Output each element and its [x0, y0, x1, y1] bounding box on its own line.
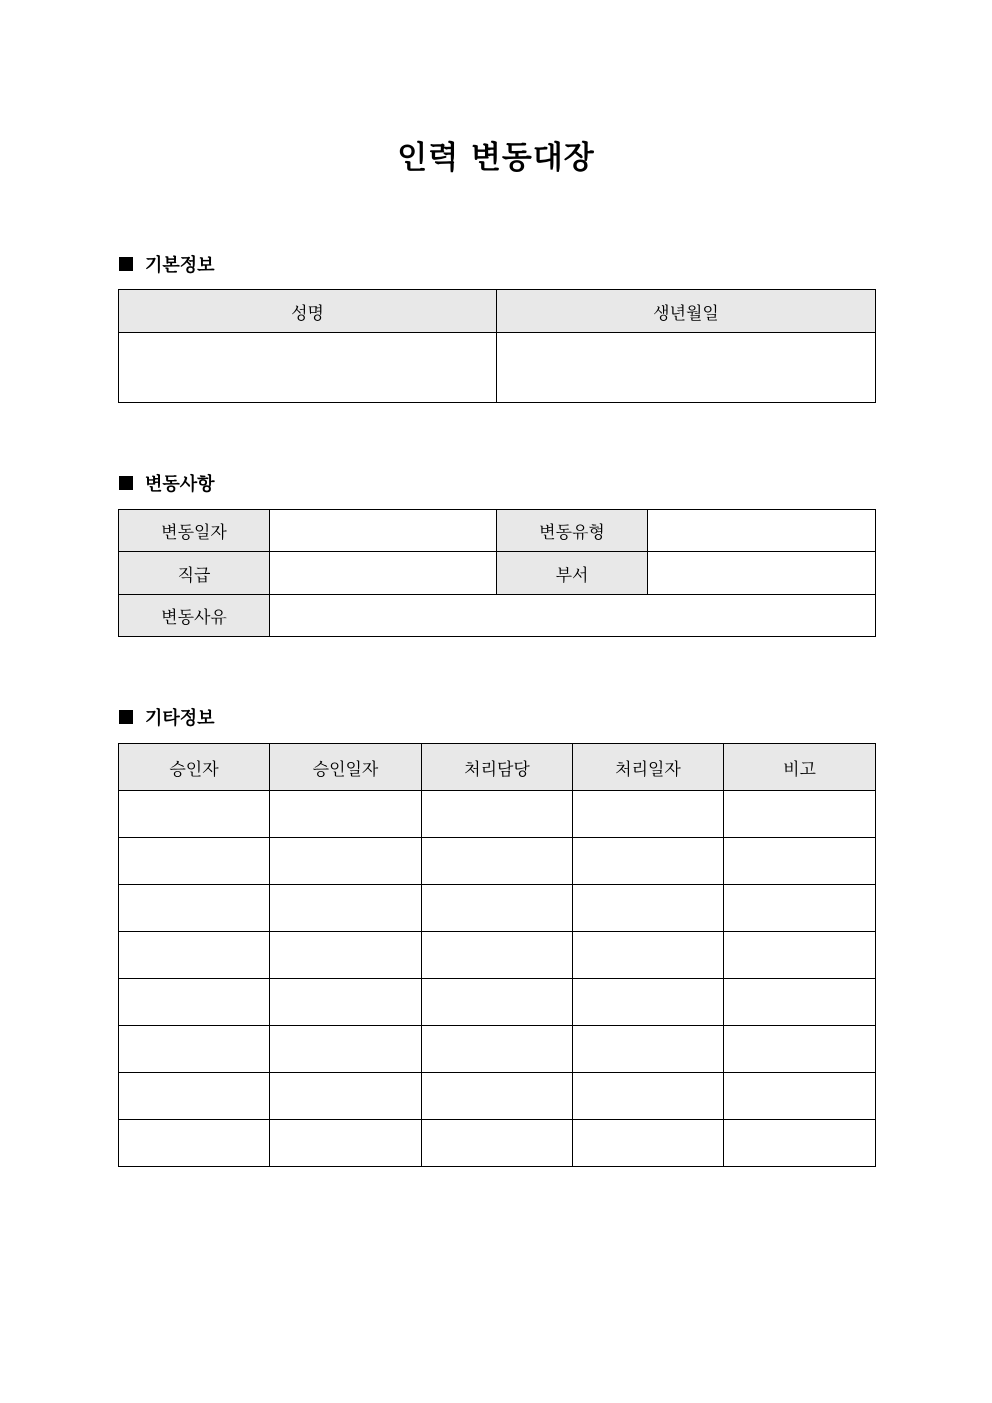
- table-row: [119, 1073, 876, 1120]
- position-field[interactable]: [270, 552, 497, 595]
- processing-date-cell[interactable]: [573, 1026, 724, 1073]
- header-birthdate: 생년월일: [497, 290, 876, 333]
- handler-cell[interactable]: [422, 1073, 573, 1120]
- handler-cell[interactable]: [422, 838, 573, 885]
- approver-cell[interactable]: [119, 838, 270, 885]
- approver-cell[interactable]: [119, 979, 270, 1026]
- name-field[interactable]: [119, 333, 497, 403]
- table-row: [119, 932, 876, 979]
- label-change-type: 변동유형: [497, 510, 648, 552]
- label-change-date: 변동일자: [119, 510, 270, 552]
- other-info-table: [118, 743, 876, 1167]
- department-field[interactable]: [648, 552, 876, 595]
- document-title: 인력 변동대장: [397, 140, 595, 176]
- remarks-cell[interactable]: [724, 932, 876, 979]
- header-name: 성명: [119, 290, 497, 333]
- section-changes-heading: [119, 471, 215, 495]
- approval-date-cell[interactable]: [270, 885, 422, 932]
- header-approver: 승인자: [119, 744, 270, 791]
- square-bullet-icon: [119, 257, 133, 271]
- label-department: 부서: [497, 552, 648, 595]
- approver-cell[interactable]: [119, 1026, 270, 1073]
- remarks-cell[interactable]: [724, 1073, 876, 1120]
- handler-cell[interactable]: [422, 1026, 573, 1073]
- square-bullet-icon: [119, 476, 133, 490]
- remarks-cell[interactable]: [724, 885, 876, 932]
- header-approval-date: 승인일자: [270, 744, 422, 791]
- approval-date-cell[interactable]: [270, 1120, 422, 1167]
- label-reason: 변동사유: [119, 595, 270, 637]
- approver-cell[interactable]: [119, 1073, 270, 1120]
- section-title: 변동사항: [145, 474, 215, 495]
- reason-field[interactable]: [270, 595, 876, 637]
- processing-date-cell[interactable]: [573, 1120, 724, 1167]
- approval-date-cell[interactable]: [270, 1026, 422, 1073]
- table-row: [119, 885, 876, 932]
- square-bullet-icon: [119, 710, 133, 724]
- table-row: [119, 979, 876, 1026]
- section-title: 기본정보: [145, 255, 215, 276]
- remarks-cell[interactable]: [724, 791, 876, 838]
- processing-date-cell[interactable]: [573, 932, 724, 979]
- remarks-cell[interactable]: [724, 1026, 876, 1073]
- approval-date-cell[interactable]: [270, 932, 422, 979]
- table-row: [119, 1026, 876, 1073]
- approver-cell[interactable]: [119, 885, 270, 932]
- remarks-cell[interactable]: [724, 838, 876, 885]
- remarks-cell[interactable]: [724, 979, 876, 1026]
- changes-table: [118, 509, 876, 637]
- section-title: 기타정보: [145, 708, 215, 729]
- basic-info-table: [118, 289, 876, 403]
- approval-date-cell[interactable]: [270, 838, 422, 885]
- processing-date-cell[interactable]: [573, 791, 724, 838]
- approver-cell[interactable]: [119, 1120, 270, 1167]
- approval-date-cell[interactable]: [270, 1073, 422, 1120]
- other-info-body: [119, 791, 876, 1167]
- approver-cell[interactable]: [119, 932, 270, 979]
- handler-cell[interactable]: [422, 791, 573, 838]
- section-basic-info-heading: [119, 252, 215, 276]
- remarks-cell[interactable]: [724, 1120, 876, 1167]
- table-row: [119, 838, 876, 885]
- change-type-field[interactable]: [648, 510, 876, 552]
- label-position: 직급: [119, 552, 270, 595]
- processing-date-cell[interactable]: [573, 885, 724, 932]
- processing-date-cell[interactable]: [573, 838, 724, 885]
- handler-cell[interactable]: [422, 979, 573, 1026]
- handler-cell[interactable]: [422, 1120, 573, 1167]
- birthdate-field[interactable]: [497, 333, 876, 403]
- processing-date-cell[interactable]: [573, 979, 724, 1026]
- approval-date-cell[interactable]: [270, 979, 422, 1026]
- table-row: [119, 791, 876, 838]
- header-remarks: 비고: [724, 744, 876, 791]
- approval-date-cell[interactable]: [270, 791, 422, 838]
- header-processing-date: 처리일자: [573, 744, 724, 791]
- section-other-info-heading: [119, 705, 215, 729]
- table-row: [119, 1120, 876, 1167]
- change-date-field[interactable]: [270, 510, 497, 552]
- processing-date-cell[interactable]: [573, 1073, 724, 1120]
- handler-cell[interactable]: [422, 932, 573, 979]
- approver-cell[interactable]: [119, 791, 270, 838]
- header-handler: 처리담당: [422, 744, 573, 791]
- handler-cell[interactable]: [422, 885, 573, 932]
